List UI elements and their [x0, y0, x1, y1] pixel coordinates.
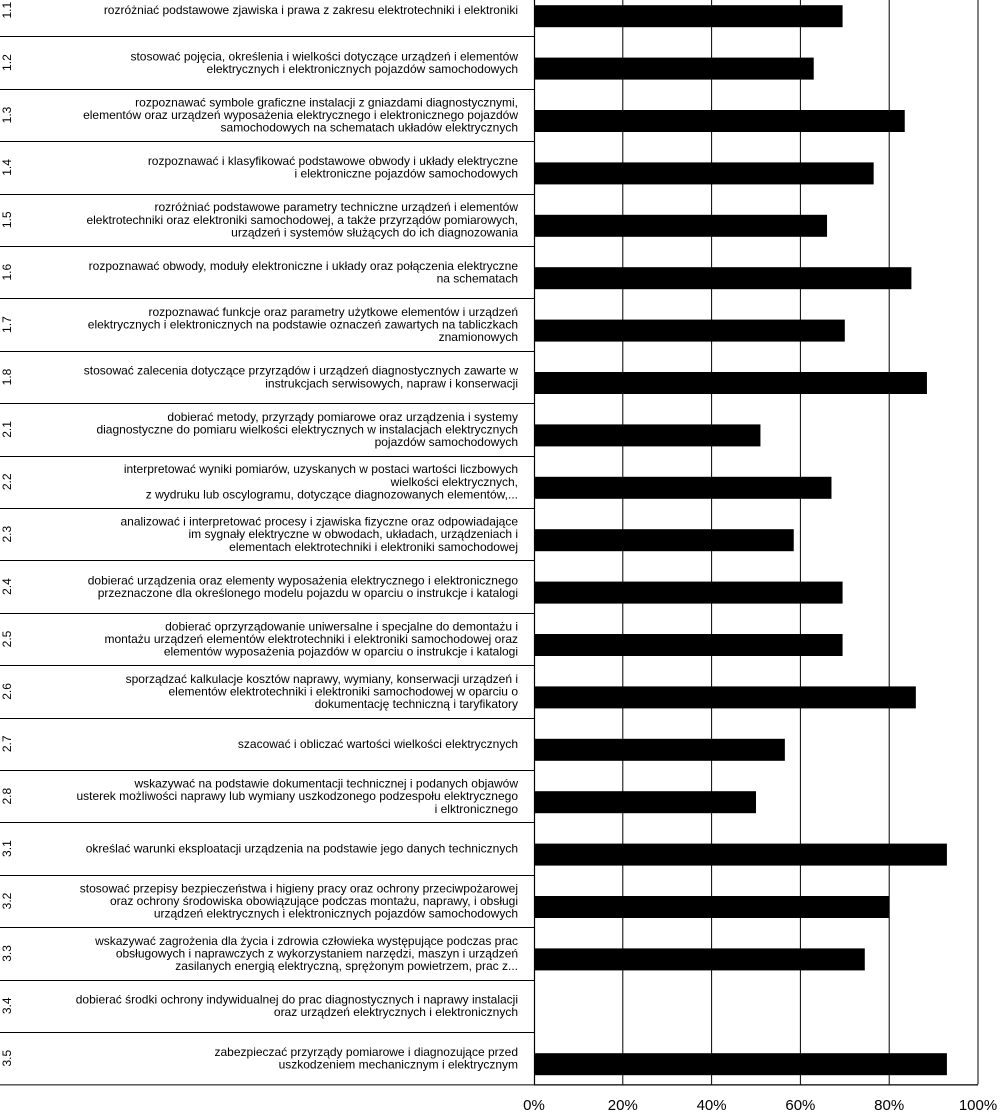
bar — [535, 215, 827, 237]
category-code: 2.1 — [0, 421, 14, 438]
category-code: 2.4 — [0, 578, 14, 595]
category-label: określać warunki eksploatacji urządzenia na podstawie jego danych technicznych — [85, 841, 518, 856]
bar — [535, 162, 874, 184]
category-label: interpretować wyniki pomiarów, uzyskanych w postaci wartości liczbowych wielkości elektrycznych, z wydruku lub oscylogramu, dotyczące diagnozowanych elementów,... — [123, 462, 518, 502]
x-tick-label: 20% — [607, 1097, 638, 1114]
category-code: 1.8 — [0, 368, 14, 386]
category-label: dobierać urządzenia oraz elementy wyposażenia elektrycznego i elektronicznego przeznaczone dla określonego modelu pojazdu w oparciu o instrukcje i katalogi — [87, 573, 518, 600]
category-code: 1.7 — [0, 316, 14, 333]
category-code: 3.3 — [0, 945, 14, 962]
bar — [535, 424, 760, 446]
x-tick-label: 100% — [958, 1097, 998, 1114]
category-label: wskazywać na podstawie dokumentacji technicznej i podanych objawów usterek możliwości naprawy lub wymiany uszkodzonego podzespołu elektrycznego i elktronicznego — [76, 776, 518, 816]
category-code: 1.5 — [0, 211, 14, 229]
category-code: 1.1 — [0, 1, 14, 19]
category-label: rozróżniać podstawowe zjawiska i prawa z zakresu elektrotechniki i elektroniki — [103, 3, 518, 18]
bar — [535, 320, 845, 342]
bar — [535, 948, 865, 970]
category-code: 2.8 — [0, 787, 14, 805]
category-code: 2.6 — [0, 683, 14, 700]
category-code: 2.2 — [0, 473, 14, 491]
bar — [535, 686, 916, 708]
category-label: rozpoznawać i klasyfikować podstawowe obwody i układy elektryczne i elektroniczne pojazdów samochodowych — [147, 154, 518, 181]
category-code: 2.5 — [0, 630, 14, 648]
category-label: stosować przepisy bezpieczeństwa i higieny pracy oraz ochrony przeciwpożarowej oraz ochrony środowiska obowiązujące podczas montażu, naprawy, i obsługi urządzeń elektrycznych i elektronicznych pojazdów samochodowych — [79, 881, 518, 921]
category-label: rozpoznawać symbole graficzne instalacji z gniazdami diagnostycznymi, elementów oraz urządzeń wyposażenia elektrycznego i elektronicznego pojazdów samochodowych na schematach układów elektrycznych — [83, 95, 518, 135]
category-label: rozpoznawać funkcje oraz parametry użytkowe elementów i urządzeń elektrycznych i elektronicznych na podstawie oznaczeń zawartych na tabliczkach znamionowych — [87, 305, 518, 345]
category-code: 3.2 — [0, 892, 14, 910]
bar — [535, 896, 889, 918]
category-label: dobierać oprzyrządowanie uniwersalne i specjalne do demontażu i montażu urządzeń elementów elektrotechniki i elektroniki samochodowej oraz elementów wyposażenia pojazdów w oparciu o instrukcje i katalogi — [104, 619, 518, 659]
category-code: 1.3 — [0, 106, 14, 124]
category-code: 1.4 — [0, 159, 14, 176]
x-tick-label: 40% — [696, 1097, 727, 1114]
category-code: 1.6 — [0, 263, 14, 281]
category-label: rozpoznawać obwody, moduły elektroniczne i układy oraz połączenia elektryczne na schematach — [88, 258, 518, 286]
x-tick-label: 80% — [874, 1097, 905, 1114]
category-label: sporządzać kalkulacje kosztów naprawy, wymiany, konserwacji urządzeń i elementów elektrotechniki i elektroniki samochodowej w oparciu o dokumentację techniczną i taryfikatory — [125, 671, 518, 711]
category-label: dobierać środki ochrony indywidualnej do prac diagnostycznych i naprawy instalacji oraz urządzeń elektrycznych i elektronicznych — [75, 992, 518, 1020]
category-label: szacować i obliczać wartości wielkości elektrycznych — [237, 736, 518, 751]
category-code: 3.5 — [0, 1049, 14, 1067]
bar — [535, 582, 843, 604]
bar — [535, 267, 911, 289]
x-tick-label: 60% — [785, 1097, 816, 1114]
category-label: stosować pojęcia, określenia i wielkości dotyczące urządzeń i elementów elektrycznych i elektronicznych pojazdów samochodowych — [130, 49, 518, 76]
category-label: dobierać metody, przyrządy pomiarowe oraz urządzenia i systemy diagnostyczne do pomiaru wielkości elektrycznych w instalacjach elektrycznych pojazdów samochodowych — [96, 409, 518, 449]
category-label: wskazywać zagrożenia dla życia i zdrowia człowieka występujące podczas prac obsługowych i naprawczych z wykorzystaniem narzędzi, maszyn i urządzeń zasilanych energią elektryczną, sprężonym powietrzem, prac z... — [95, 933, 518, 973]
bar — [535, 372, 927, 394]
category-label: analizować i interpretować procesy i zjawiska fizyczne oraz odpowiadające im sygnały elektryczne w obwodach, układach, urządzeniach i elementach elektrotechniki i elektroniki samochodowej — [120, 514, 518, 554]
category-label: stosować zalecenia dotyczące przyrządów i urządzeń diagnostycznych zawarte w instrukcjach serwisowych, napraw i konserwacji — [83, 363, 518, 391]
bar — [535, 739, 785, 761]
bar — [535, 5, 843, 27]
bar — [535, 110, 905, 132]
bar — [535, 477, 831, 499]
category-code: 2.7 — [0, 735, 14, 753]
category-code: 3.4 — [0, 997, 14, 1015]
x-tick-label: 0% — [523, 1097, 545, 1114]
bar — [535, 1053, 947, 1075]
category-code: 1.2 — [0, 54, 14, 71]
bar — [535, 634, 843, 656]
category-label: zabezpieczać przyrządy pomiarowe i diagnozujące przed uszkodzeniem mechanicznym i elektrycznym — [214, 1044, 518, 1072]
bar — [535, 844, 947, 866]
bar — [535, 58, 814, 80]
category-label: rozróżniać podstawowe parametry techniczne urządzeń i elementów elektrotechniki oraz elektroniki samochodowej, a także przyrządów pomiarowych, urządzeń i systemów służących do ich diagnozowania — [86, 200, 518, 240]
category-code: 3.1 — [0, 840, 14, 857]
bar — [535, 791, 756, 813]
category-code: 2.3 — [0, 525, 14, 543]
bar — [535, 529, 794, 551]
